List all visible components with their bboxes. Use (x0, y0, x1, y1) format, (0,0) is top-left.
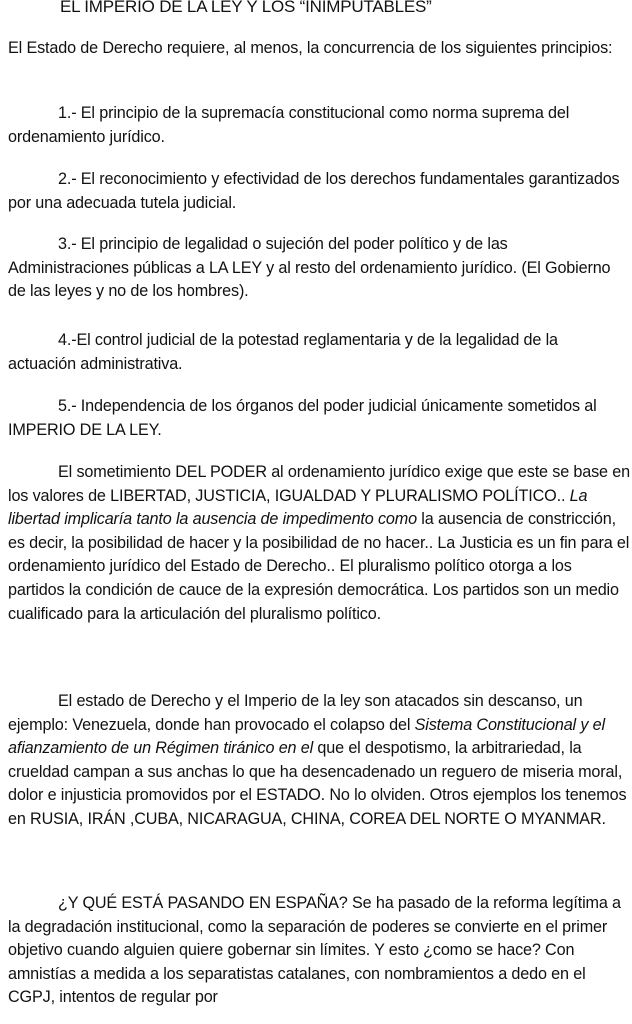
document-title: EL IMPERIO DE LA LEY Y LOS “INIMPUTABLES” (60, 0, 432, 16)
intro-paragraph: El Estado de Derecho requiere, al menos, la concurrencia de los siguientes principios: (8, 39, 613, 57)
principle-5: 5.- Independencia de los órganos del poder judicial únicamente sometidos al IMPERIO DE LA LEY. (8, 397, 597, 439)
paragraph-venezuela-part2: que el despotismo, la arbitrariedad, la crueldad campan a sus anchas lo que ha desencadenado un reguero de miseria moral, dolor e injusticia promovidos por el ESTADO. No lo olviden. Otros ejemplos los tenemos en RUSIA, IRÁN ,CUBA, NICARAGUA, CHINA, COREA DEL NORTE O MYANMAR. (8, 739, 627, 828)
paragraph-venezuela-italic: Sistema Constitucional y el afianzamiento de un Régimen tiránico en el (8, 715, 605, 758)
paragraph-power (8, 461, 630, 626)
paragraph-power-italic: La libertad implicaría tanto la ausencia de impedimento como (8, 486, 588, 529)
paragraph-power-part2: la ausencia de constricción, es decir, la posibilidad de hacer y la posibilidad de no hacer.. La Justicia es un fin para el ordenamiento jurídico del Estado de Derecho.. El pluralismo político otorga a los partidos la condición de cauce de la expresión democrática. Los partidos son un medio cualificado para la articulación del pluralismo político. (8, 510, 630, 623)
paragraph-power-part1: El sometimiento DEL PODER al ordenamiento jurídico exige que este se base en los valores de LIBERTAD, JUSTICIA, IGUALDAD Y PLURALISMO POLÍTICO.. (8, 463, 630, 505)
principle-2: 2.- El reconocimiento y efectividad de los derechos fundamentales garantizados por una adecuada tutela judicial. (8, 170, 620, 212)
paragraph-spain: ¿Y QUÉ ESTÁ PASANDO EN ESPAÑA? Se ha pasado de la reforma legítima a la degradación institucional, como la separación de poderes se convierte en el primer objetivo cuando alguien quiere gobernar sin límites. Y esto ¿como se hace? Con amnistías a medida a los separatistas catalanes, con nombramientos a dedo en el CGPJ, intentos de regular por (8, 894, 621, 1007)
principle-4: 4.-El control judicial de la potestad reglamentaria y de la legalidad de la actuación administrativa. (8, 331, 558, 373)
principle-1: 1.- El principio de la supremacía constitucional como norma suprema del ordenamiento jurídico. (8, 104, 570, 146)
paragraph-venezuela-part1: El estado de Derecho y el Imperio de la ley son atacados sin descanso, un ejemplo: Venezuela, donde han provocado el colapso del (8, 692, 583, 734)
paragraph-venezuela (8, 690, 630, 832)
principle-3: 3.- El principio de legalidad o sujeción del poder político y de las Administraciones públicas a LA LEY y al resto del ordenamiento jurídico. (El Gobierno de las leyes y no de los hombres). (8, 235, 611, 301)
